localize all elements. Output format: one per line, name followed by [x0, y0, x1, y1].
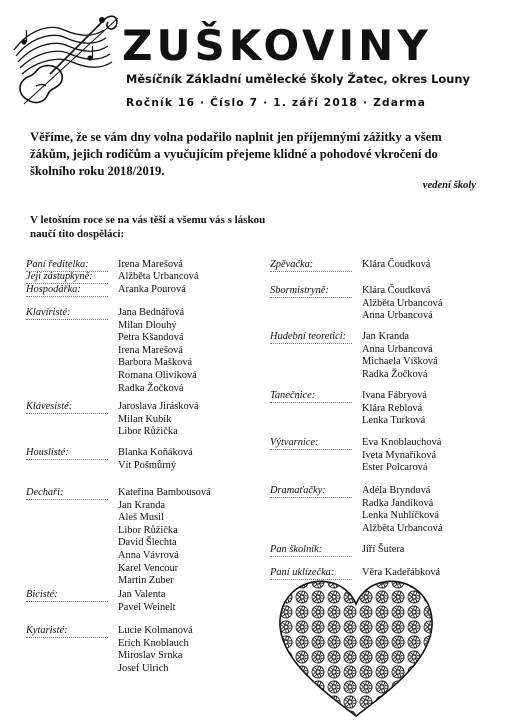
staff-name: Aleš Musil — [118, 512, 164, 524]
staff-names — [118, 271, 199, 284]
staff-names — [362, 285, 443, 323]
staff-name: Josef Ulrich — [118, 662, 169, 674]
staff-name: Barbora Mašková — [118, 357, 193, 369]
staff-names — [362, 437, 441, 475]
staff-role-label: Její zástupkyně: — [26, 271, 93, 282]
role-underline — [270, 497, 352, 498]
staff-lead-text: V letošním roce se na vás těší a všemu vás s láskou naučí tito dospěláci: — [30, 214, 266, 240]
role-underline — [270, 402, 352, 403]
staff-name: Alžběta Urbancová — [118, 271, 199, 282]
role-underline — [270, 297, 352, 298]
staff-names — [118, 625, 193, 675]
role-underline — [270, 271, 352, 272]
staff-name: Martin Zuber — [118, 575, 174, 587]
intro-paragraph: Věříme, že se vám dny volna podařilo naplnit jen příjemnými zážitky a všem žákům, jejich rodičům a vyučujícím přejeme klidné a pohodové vkročení do školního roku 2018/2019. — [30, 130, 442, 178]
staff-names — [118, 307, 197, 395]
staff-role-label: Dechaři: — [26, 487, 64, 498]
staff-name: Radka Jandíková — [362, 497, 434, 509]
staff-names — [118, 259, 183, 272]
staff-name: Jan Valenta — [118, 589, 166, 600]
staff-name: Irena Marešová — [118, 259, 183, 270]
masthead-title: ZUŠKOVINY — [122, 21, 432, 70]
staff-names — [118, 589, 176, 614]
staff-role-label: Paní ředitelka: — [26, 259, 89, 270]
staff-name: Lenka Turková — [362, 415, 426, 427]
staff-names — [362, 544, 404, 557]
role-underline — [26, 319, 108, 320]
staff-role-label: Pan školník: — [270, 544, 323, 555]
staff-role-label: Výtvarnice: — [270, 437, 319, 448]
staff-role-label: Houslisté: — [26, 447, 69, 458]
staff-name: Libor Růžička — [118, 426, 178, 438]
role-underline — [26, 601, 108, 602]
staff-name: Radka Žočková — [362, 368, 428, 380]
staff-names — [362, 259, 430, 272]
staff-role-label: Hudební teoretici: — [270, 331, 347, 342]
staff-role-label: Klavíristé: — [26, 307, 71, 318]
violin-logo-icon — [6, 8, 124, 108]
masthead-subtitle: Měsíčník Základní umělecké školy Žatec, okres Louny — [126, 72, 470, 86]
role-underline — [26, 499, 108, 500]
staff-name: Lenka Nuhlíčková — [362, 510, 440, 522]
staff-role-label: Dramaťačky: — [270, 485, 326, 496]
staff-name: Věra Kadeřábková — [362, 567, 441, 578]
role-underline — [26, 459, 108, 460]
staff-role-label: Hospodářka: — [26, 284, 81, 295]
role-underline — [26, 296, 108, 297]
staff-name: Michaela Víšková — [362, 356, 438, 368]
staff-name: Anna Urbancová — [362, 343, 433, 355]
floral-heart-icon — [276, 576, 436, 718]
staff-role-label: Klávesisté: — [26, 401, 73, 412]
staff-role-label: Sbormistryně: — [270, 285, 329, 296]
staff-name: Blanka Koňáková — [118, 447, 193, 458]
staff-name: Alžběta Urbancová — [362, 522, 443, 534]
staff-name: Jaroslava Jirásková — [118, 401, 199, 412]
staff-name: Klára Čoudková — [362, 285, 431, 296]
staff-name: Romana Olivíková — [118, 369, 197, 381]
role-underline — [26, 413, 108, 414]
staff-names — [362, 331, 438, 381]
staff-name: Anna Vávrová — [118, 549, 179, 561]
staff-name: Ivana Fábryová — [362, 390, 427, 401]
staff-name: Jiří Šutera — [362, 544, 405, 555]
staff-role-label: Bicisté: — [26, 589, 58, 600]
staff-role-label: Paní uklízečka: — [270, 567, 335, 578]
role-underline — [270, 343, 352, 344]
role-underline — [270, 449, 352, 450]
role-underline — [26, 637, 108, 638]
staff-name: Lucie Kolmanová — [118, 625, 193, 636]
staff-name: Adéla Bryndová — [362, 485, 431, 496]
role-underline — [270, 556, 352, 557]
staff-role-label: Kytaristé: — [26, 625, 68, 636]
staff-role-label: Tanečnice: — [270, 390, 316, 401]
staff-name: Jan Kranda — [118, 499, 166, 511]
staff-name: Libor Růžička — [118, 524, 178, 536]
staff-name: Miroslav Srnka — [118, 650, 183, 662]
staff-name: Jan Kranda — [362, 331, 410, 342]
staff-name: Milan Dlouhý — [118, 319, 177, 331]
staff-name: Irena Marešová — [118, 344, 183, 356]
staff-names — [362, 485, 443, 535]
intro-signature: vedení školy — [422, 180, 476, 191]
staff-name: Jana Bednářová — [118, 307, 185, 318]
staff-name: Eva Knoblauchová — [362, 437, 442, 448]
staff-name: Klára Reblová — [362, 402, 423, 414]
staff-names — [362, 390, 427, 428]
staff-name: Petra Kšandová — [118, 332, 184, 344]
staff-name: Erich Knoblauch — [118, 637, 189, 649]
staff-names — [118, 401, 199, 439]
staff-name: Pavel Weinelt — [118, 601, 176, 613]
staff-name: David Šlechta — [118, 537, 177, 549]
staff-names — [118, 447, 193, 472]
staff-names — [118, 487, 211, 588]
staff-name: Ester Polcarová — [362, 462, 428, 474]
staff-name: Alžběta Urbancová — [362, 297, 443, 309]
staff-name: Karel Vencour — [118, 562, 179, 574]
masthead-issue-line: Ročník 16 · Číslo 7 · 1. září 2018 · Zdarma — [126, 97, 427, 109]
staff-names — [118, 284, 186, 297]
staff-name: Radka Žočková — [118, 382, 184, 394]
staff-name: Anna Urbancová — [362, 310, 433, 322]
staff-name: Aranka Pourová — [118, 284, 186, 295]
staff-name: Vít Pošmůrný — [118, 459, 177, 471]
staff-name: Klára Čoudková — [362, 259, 431, 270]
staff-name: Iveta Mynaříková — [362, 449, 437, 461]
staff-role-label: Zpěvačka: — [270, 259, 314, 270]
staff-name: Milan Kubík — [118, 413, 172, 425]
staff-name: Kateřina Bambousová — [118, 487, 211, 498]
